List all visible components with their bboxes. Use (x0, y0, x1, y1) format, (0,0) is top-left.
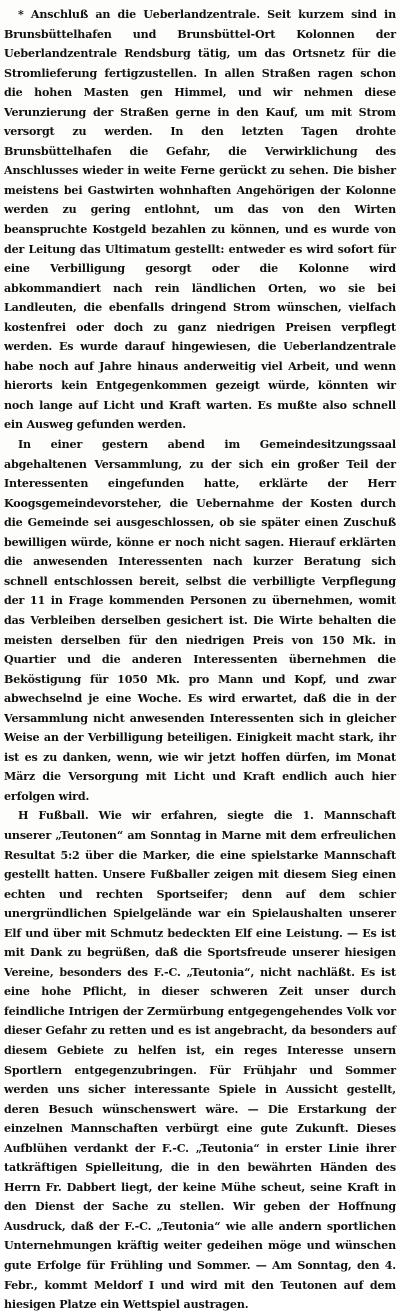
article-paragraph (4, 5, 396, 435)
article-body-text: In einer gestern abend im Gemeindesitzungssaal abgehaltenen Versammlung, zu der sich ein großer Teil der Interessenten eingefunden hatte, erklärte der Herr Koogsgemeindevorsteher, die Uebernahme der Kosten durch die Gemeinde sei ausgeschlossen, ob sie später einen Zuschuß bewilligen würde, könne er noch nicht sagen. Hierauf erklärten die anwesenden Interessenten nach kurzer Beratung sich schnell entschlossen bereit, selbst die verbilligte Verpflegung der 11 in Frage kommenden Personen zu übernehmen, womit das Verbleiben derselben gesichert ist. Die Wirte behalten die meisten derselben für den niedrigen Preis von 150 Mk. in Quartier und die anderen Interessenten übernehmen die Beköstigung für 1050 Mk. pro Mann und Kopf, und zwar abwechselnd je eine Woche. Es wird erwartet, daß die in der Versammlung nicht anwesenden Interessenten sich in gleicher Weise an der Verbilligung beteiligen. Einigkeit macht stark, ihr ist es zu danken, wenn, wie wir jetzt hoffen dürfen, im Monat März die Versorgung mit Licht und Kraft endlich auch hier erfolgen wird. (4, 438, 396, 803)
article-paragraph (4, 435, 396, 806)
article-marker: * (18, 8, 24, 21)
article-body-text: Seit kurzem sind in Brunsbüttelhafen und Brunsbüttel-Ort Kolonnen der Ueberlandzentrale Rendsburg tätig, um das Ortsnetz für die Stromlieferung fertigzustellen. In allen Straßen ragen schon die hohen Masten gen Himmel, und wir nehmen diese Verunzierung der Straßen gerne in den Kauf, um mit Strom versorgt zu werden. In den letzten Tagen drohte Brunsbüttelhafen die Gefahr, die Verwirklichung des Anschlusses wieder in weite Ferne gerückt zu sehen. Die bisher meistens bei Gastwirten wohnhaften Angehörigen der Kolonne werden zu gering entlohnt, um das von den Wirten beanspruchte Kostgeld bezahlen zu können, und es wurde von der Leitung das Ultimatum gestellt: entweder es wird sofort für eine Verbilligung gesorgt oder die Kolonne wird abkommandiert nach rein ländlichen Orten, wo sie bei Landleuten, die ebenfalls dringend Strom wünschen, vielfach kostenfrei oder doch zu ganz niedrigen Preisen verpflegt werden. Es wurde darauf hingewiesen, die Ueberlandzentrale habe noch auf Jahre hinaus anderweitig viel Arbeit, und wenn hierorts kein Entgegenkommen gezeigt würde, könnten wir noch lange auf Licht und Kraft warten. Es mußte also schnell ein Ausweg gefunden werden. (4, 8, 397, 432)
article-marker: H (18, 809, 29, 823)
article-paragraph (4, 806, 396, 1314)
article-body-text: Wie wir erfahren, siegte die 1. Mannschaft unserer „Teutonen“ am Sonntag in Marne mit dem erfreulichen Resultat 5:2 über die Marker, die eine spielstarke Mannschaft gestellt hatten. Unsere Fußballer zeigen mit diesem Sieg einen echten und rechten Sportseifer; denn auf dem schier unergründlichen Spielgelände war ein Spielaushalten unserer Elf und über mit Schmutz bedeckten Elf eine Leistung. — Es ist mit Dank zu begrüßen, daß die Sportsfreude unserer hiesigen Vereine, besonders des F.-C. „Teutonia“, nicht nachläßt. Es ist eine hohe Pflicht, in dieser schweren Zeit unser durch feindliche Intrigen der Zermürbung entgegengehendes Volk vor dieser Gefahr zu retten und es ist angebracht, da besonders auf diesem Gebiete zu helfen ist, ein reges Interesse unsern Sportlern entgegenzubringen. Für Frühjahr und Sommer werden uns sicher interessante Spiele in Aussicht gestellt, deren Besuch wünschenswert wäre. — Die Erstarkung der einzelnen Mannschaften verbürgt eine gute Zukunft. Dieses Aufblühen verdankt der F.-C. „Teutonia“ in erster Linie ihrer tatkräftigen Spielleitung, die in den bewährten Händen des Herrn Fr. Dabbert liegt, der keine Mühe scheut, seine Kraft in den Dienst der Sache zu stellen. Wir geben der Hoffnung Ausdruck, daß der F.-C. „Teutonia“ wie alle andern sportlichen Unternehmungen kräftig weiter gedeihen möge und wünschen gute Erfolge für Frühling und Sommer. — Am Sonntag, den 4. Febr., kommt Meldorf I und wird mit den Teutonen auf dem hiesigen Platze ein Wettspiel austragen. (4, 809, 396, 1312)
text-column (4, 5, 396, 1315)
article-ueberlandzentrale (4, 5, 396, 806)
article-heading: Fußball. (38, 809, 89, 823)
article-fussball (4, 806, 396, 1314)
article-heading: Anschluß an die Ueberlandzentrale. (30, 8, 260, 21)
